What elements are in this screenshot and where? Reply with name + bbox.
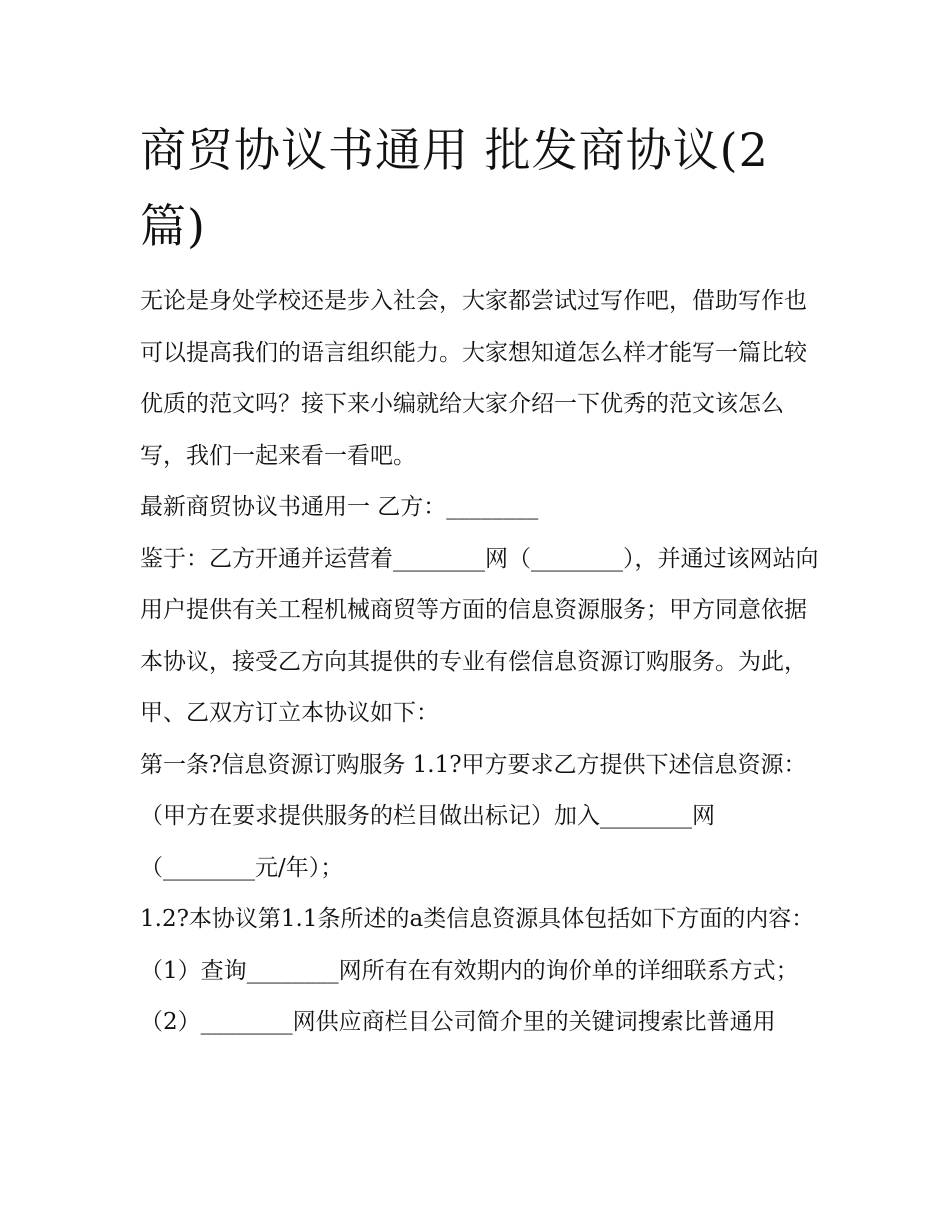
article-one-paragraph: 第一条?信息资源订购服务 1.1?甲方要求乙方提供下述信息资源：（甲方在要求提供服务的栏目做出标记）加入________网（________元/年）； <box>140 751 807 881</box>
whereas-paragraph: 鉴于：乙方开通并运营着________网（________），并通过该网站向用户提供有关工程机械商贸等方面的信息资源服务；甲方同意依据本协议，接受乙方向其提供的专业有偿信息资源订购服务。为此，甲、乙双方订立本协议如下： <box>140 545 819 726</box>
clause-item-2-paragraph: （2）________网供应商栏目公司简介里的关键词搜索比普通用 <box>140 1009 776 1035</box>
document-body <box>140 276 820 1049</box>
clause-1-2-paragraph: 1.2?本协议第1.1条所述的a类信息资源具体包括如下方面的内容：（1）查询________网所有在有效期内的询价单的详细联系方式； <box>140 906 815 984</box>
intro-paragraph: 无论是身处学校还是步入社会，大家都尝试过写作吧，借助写作也可以提高我们的语言组织能力。大家想知道怎么样才能写一篇比较优质的范文吗？接下来小编就给大家介绍一下优秀的范文该怎么写，我们一起来看一看吧。 <box>140 288 807 469</box>
party-b-line: 最新商贸协议书通用一 乙方：________ <box>140 494 539 520</box>
document-title: 商贸协议书通用 批发商协议(2篇) <box>140 123 769 253</box>
